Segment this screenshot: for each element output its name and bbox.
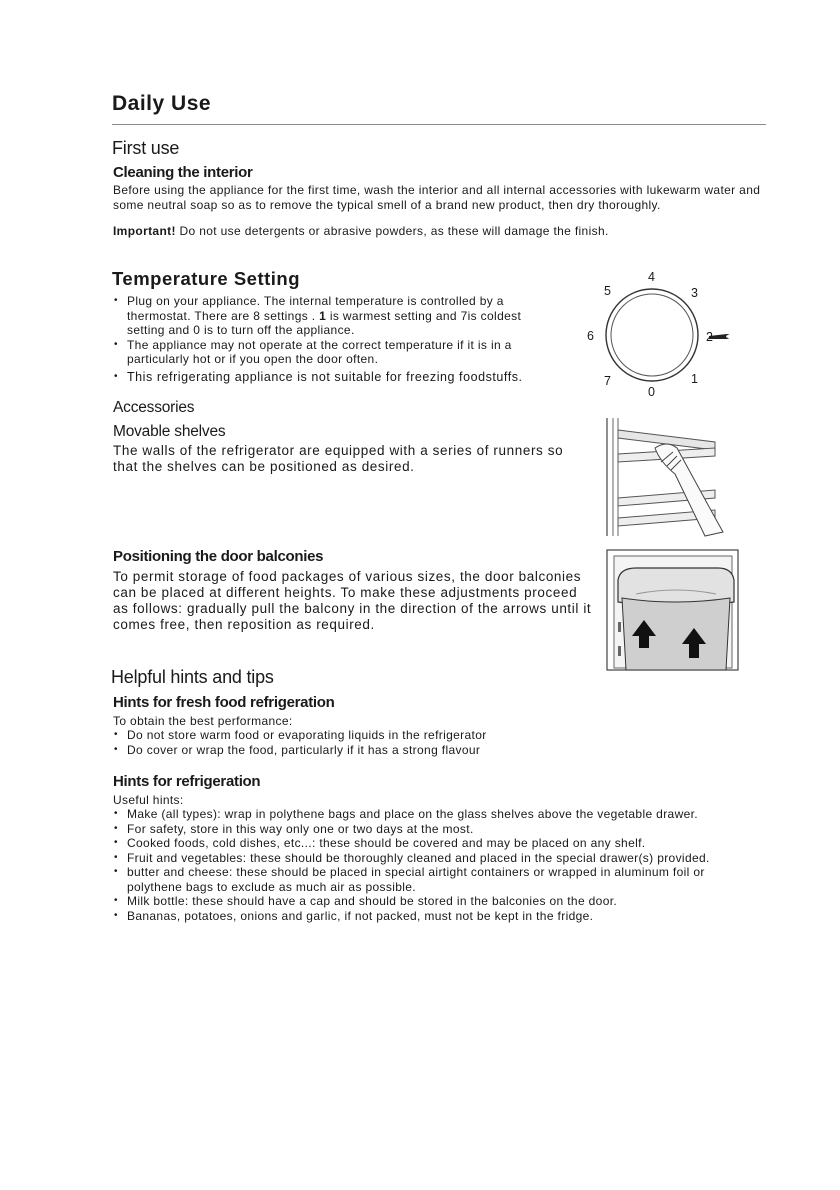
temperature-bullet-3: • This refrigerating appliance is not suitable for freezing foodstuffs.	[113, 370, 558, 385]
accessories-heading: Accessories	[113, 399, 195, 416]
shelves-image	[605, 414, 730, 540]
important-label: Important!	[113, 224, 176, 238]
title-rule	[112, 124, 766, 125]
shelves-illustration	[605, 414, 730, 540]
refrig-item-2: • For safety, store in this way only one or two days at the most.	[113, 822, 763, 837]
dial-label-4: 4	[648, 270, 655, 284]
fresh-item-1: • Do not store warm food or evaporating liquids in the refrigerator	[113, 728, 753, 743]
refrig-item-5: • butter and cheese: these should be placed in special airtight containers or wrapped in aluminum foil or polythene bags to exclude as much air as possible.	[113, 865, 763, 894]
refrig-item-6: • Milk bottle: these should have a cap and should be stored in the balconies on the door.	[113, 894, 763, 909]
refrig-item-3: • Cooked foods, cold dishes, etc...: these should be covered and may be placed on any shelf.	[113, 836, 763, 851]
movable-shelves-heading: Movable shelves	[113, 423, 226, 440]
fresh-food-heading: Hints for fresh food refrigeration	[113, 694, 335, 711]
important-note	[113, 224, 773, 239]
refrigeration-heading: Hints for refrigeration	[113, 773, 261, 790]
dial-label-2: 2	[706, 330, 713, 344]
refrigeration-list	[113, 807, 763, 923]
movable-shelves-text: The walls of the refrigerator are equipped with a series of runners so that the shelves can be positioned as desired.	[113, 443, 564, 474]
fresh-item-2: • Do cover or wrap the food, particularly if it has a strong flavour	[113, 743, 753, 758]
door-balconies-heading: Positioning the door balconies	[113, 548, 324, 565]
refrig-item-7: • Bananas, potatoes, onions and garlic, if not packed, must not be kept in the fridge.	[113, 909, 763, 924]
thermostat-dial-figure	[585, 268, 755, 403]
important-text: Do not use detergents or abrasive powders, as these will damage the finish.	[175, 224, 609, 238]
hints-heading: Helpful hints and tips	[111, 667, 274, 687]
refrigeration-intro: Useful hints:	[113, 793, 184, 807]
first-use-heading: First use	[112, 138, 180, 158]
fresh-food-list	[113, 728, 753, 757]
door-balconies-text: To permit storage of food packages of various sizes, the door balconies can be placed at different heights. To make these adjustments proceed as follows: gradually pull the balcony in the direction of the arrows until it comes free, then reposition as required.	[113, 569, 592, 632]
cleaning-heading: Cleaning the interior	[113, 164, 253, 181]
dial-label-6: 6	[587, 329, 594, 343]
balcony-illustration	[606, 546, 740, 672]
dial-label-7: 7	[604, 374, 611, 388]
temperature-heading: Temperature Setting	[112, 268, 301, 289]
cleaning-text: Before using the appliance for the first time, wash the interior and all internal accessories with lukewarm water and some neutral soap so as to remove the typical smell of a brand new product, then dry thoroughly.	[113, 183, 761, 212]
balcony-image	[606, 546, 740, 672]
dial-label-0: 0	[648, 385, 655, 399]
temperature-bullet-1: • Plug on your appliance. The internal temperature is controlled by a thermostat. There are 8 settings . 1 is warmest setting and 7is coldest setting and 0 is to turn off the appliance.	[113, 294, 558, 338]
refrig-item-4: • Fruit and vegetables: these should be thoroughly cleaned and placed in the special drawer(s) provided.	[113, 851, 763, 866]
fresh-food-intro: To obtain the best performance:	[113, 714, 293, 728]
refrig-item-1: • Make (all types): wrap in polythene bags and place on the glass shelves above the vegetable drawer.	[113, 807, 763, 822]
dial-label-1: 1	[691, 372, 698, 386]
dial-label-5: 5	[604, 284, 611, 298]
temperature-list	[113, 294, 558, 384]
dial-label-3: 3	[691, 286, 698, 300]
page-title: Daily Use	[112, 92, 212, 115]
temperature-bullet-2: • The appliance may not operate at the correct temperature if it is in a particularly hot or if you open the door often.	[113, 338, 558, 367]
